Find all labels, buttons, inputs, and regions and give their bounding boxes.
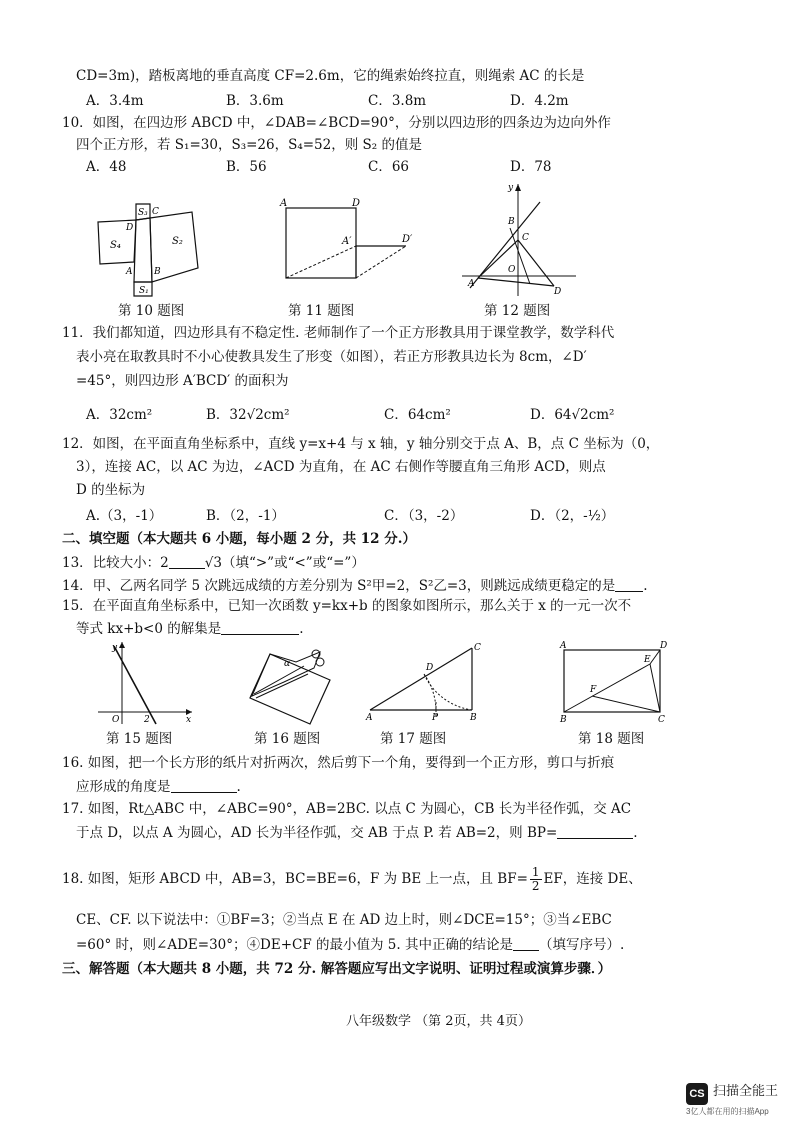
section-2-heading: 二、填空题（本大题共 6 小题，每小题 2 分，共 12 分.） (62, 531, 416, 547)
fig11-label-d-prime: D′ (402, 234, 413, 245)
fig18-label-f: F (590, 685, 597, 695)
q12-line3: D 的坐标为 (76, 482, 146, 498)
q18-line2: CE、CF. 以下说法中：①BF=3；②当点 E 在 AD 边上时，则∠DCE=15°；③当∠EBC (76, 912, 612, 928)
q10-option-c: C．66 (368, 159, 410, 175)
q14-text: 14．甲、乙两名同学 5 次跳远成绩的方差分别为 S²甲=2，S²乙=3，则跳远成绩更稳定的是 (62, 578, 616, 594)
q12-line1: 12．如图，在平面直角坐标系中，直线 y=x+4 与 x 轴，y 轴分别交于点 A、B，点 C 坐标为（0， (62, 436, 660, 452)
fig12-label-a: A (468, 279, 475, 289)
q11-line3: =45°，则四边形 A′BCD′ 的面积为 (76, 373, 289, 389)
q10-option-b: B．56 (226, 159, 267, 175)
fig15-label-x: x (186, 715, 192, 725)
fig17-label-p: P (432, 713, 439, 723)
q9-option-b: B．3.6m (226, 93, 284, 109)
fig17-label-a: A (366, 713, 373, 723)
figure-18 (558, 640, 670, 726)
section-3-heading: 三、解答题（本大题共 8 小题，共 72 分. 解答题应写出文字说明、证明过程或演算步骤．） (62, 961, 612, 977)
q18-frac-denominator: 2 (531, 879, 540, 894)
fig15-label-2: 2 (144, 715, 150, 725)
q15-line2: 等式 kx+b<0 的解集是 (76, 621, 222, 637)
q18-line3: =60° 时，则∠ADE=30°；④DE+CF 的最小值为 5. 其中正确的结论是 (76, 937, 513, 953)
caption-fig18: 第 18 题图 (578, 731, 645, 747)
q11-line1: 11．我们都知道，四边形具有不稳定性. 老师制作了一个正方形教具用于课堂教学，数学科代 (62, 325, 615, 341)
q11-option-c: C．64cm² (384, 407, 451, 423)
q14-answer-blank[interactable] (615, 577, 643, 592)
q9-tail: CD=3m)，踏板离地的垂直高度 CF=2.6m，它的绳索始终拉直，则绳索 AC 的长是 (76, 68, 585, 84)
fig10-label-b: B (154, 267, 161, 277)
fig17-label-c: C (474, 643, 481, 653)
q18-answer-blank[interactable] (513, 936, 539, 951)
figure-10 (88, 192, 228, 298)
fig11-label-a-prime: A′ (342, 236, 352, 247)
fig17-label-b: B (470, 713, 477, 723)
caption-fig15: 第 15 题图 (106, 731, 173, 747)
fig16-label-alpha: α (284, 659, 291, 669)
q9-option-d: D．4.2m (510, 93, 569, 109)
fig18-label-d: D (660, 641, 668, 651)
caption-fig10: 第 10 题图 (118, 303, 185, 319)
fig10-label-s2: S₂ (172, 236, 183, 247)
fig18-label-e: E (644, 655, 651, 665)
fig18-label-b: B (560, 715, 567, 725)
q11-option-b: B．32√2cm² (206, 407, 290, 423)
fig12-label-d: D (554, 287, 562, 297)
caption-fig17: 第 17 题图 (380, 731, 447, 747)
q10-option-a: A．48 (86, 159, 127, 175)
fig10-label-d: D (126, 223, 134, 233)
fig15-label-y: y (112, 643, 118, 653)
q11-line2: 表小亮在取教具时不小心使教具发生了形变（如图），若正方形教具边长为 8cm，∠D′ (76, 349, 587, 365)
q9-option-c: C．3.8m (368, 93, 427, 109)
q10-line1: 10．如图，在四边形 ABCD 中，∠DAB=∠BCD=90°，分别以四边形的四条边为边向外作 (62, 115, 611, 131)
q13-tail: √3（填“>”或“<”或“=”） (204, 555, 365, 571)
fig10-label-c: C (152, 207, 159, 217)
q10-option-d: D．78 (510, 159, 552, 175)
caption-fig12: 第 12 题图 (484, 303, 551, 319)
q17-line2-wrap: 于点 D，以点 A 为圆心，AD 长为半径作弧，交 AB 于点 P. 若 AB=2，则 BP= . (76, 825, 638, 841)
page-footer: 八年级数学 （第 2页，共 4页） (346, 1014, 531, 1029)
camscanner-logo-icon: CS (686, 1083, 708, 1105)
q12-option-d: D．（2，-½） (530, 508, 615, 524)
figure-16 (244, 640, 344, 726)
q15-line1: 15．在平面直角坐标系中，已知一次函数 y=kx+b 的图象如图所示，那么关于 x 的一元一次不 (62, 598, 632, 614)
camscanner-name: 扫描全能王 (713, 1083, 779, 1098)
fig11-label-d: D (352, 198, 361, 209)
q12-option-a: A.（3，-1） (86, 508, 163, 524)
fig17-label-d: D (426, 663, 434, 673)
fig18-label-a: A (560, 641, 567, 651)
q15-answer-blank[interactable] (221, 620, 299, 635)
q14-line: 14．甲、乙两名同学 5 次跳远成绩的方差分别为 S²甲=2，S²乙=3，则跳远成绩更稳定的是 . (62, 578, 648, 594)
q17-answer-blank[interactable] (557, 824, 633, 839)
figure-17 (364, 640, 488, 726)
q18-frac-numerator: 1 (531, 865, 540, 879)
q17-line1: 17. 如图，Rt△ABC 中，∠ABC=90°，AB=2BC. 以点 C 为圆心，CB 长为半径作弧，交 AC (62, 801, 632, 817)
q18-line1-a: 18. 如图，矩形 ABCD 中，AB=3，BC=BE=6，F 为 BE 上一点，且 BF= (62, 871, 528, 888)
figure-15 (96, 640, 196, 726)
q16-line2-wrap: 应形成的角度是 . (76, 779, 241, 795)
q13-text: 13．比较大小：2 (62, 555, 169, 571)
q18-line3-tail: （填写序号）. (538, 937, 625, 953)
fig12-label-o: O (508, 265, 516, 275)
fig12-label-y: y (508, 183, 514, 193)
fig18-label-c: C (658, 715, 665, 725)
fig12-label-c: C (522, 233, 529, 243)
q15-line2-wrap: 等式 kx+b<0 的解集是 . (76, 621, 304, 637)
q10-line2: 四个正方形，若 S₁=30，S₃=26，S₄=52，则 S₂ 的值是 (76, 137, 422, 153)
q18-fraction (530, 866, 542, 893)
caption-fig11: 第 11 题图 (288, 303, 355, 319)
q16-line1: 16. 如图，把一个长方形的纸片对折两次，然后剪下一个角，要得到一个正方形，剪口与折痕 (62, 755, 615, 771)
q13-answer-blank[interactable] (169, 554, 205, 569)
fig15-label-o: O (112, 715, 120, 725)
fig11-label-a: A (280, 198, 288, 209)
q12-line2: 3），连接 AC，以 AC 为边，∠ACD 为直角，在 AC 右侧作等腰直角三角形 ACD，则点 (76, 459, 606, 475)
q18-line1 (62, 866, 642, 893)
q12-option-c: C．（3，-2） (384, 508, 464, 524)
q11-option-a: A．32cm² (86, 407, 153, 423)
figure-12 (458, 178, 578, 298)
q12-option-b: B．（2，-1） (206, 508, 285, 524)
q18-line3-wrap (76, 936, 624, 954)
camscanner-slogan: 3亿人都在用的扫描App (686, 1107, 769, 1116)
q9-option-a: A．3.4m (86, 93, 144, 109)
fig10-label-s1: S₁ (139, 286, 149, 296)
fig10-label-a: A (126, 267, 133, 277)
figure-11 (276, 194, 436, 284)
q13-line (62, 554, 365, 572)
q16-answer-blank[interactable] (171, 778, 237, 793)
fig10-label-s3: S₃ (138, 208, 148, 218)
q17-line2: 于点 D，以点 A 为圆心，AD 长为半径作弧，交 AB 于点 P. 若 AB=2，则 BP= (76, 825, 558, 841)
q16-line2: 应形成的角度是 (76, 779, 171, 795)
fig12-label-b: B (508, 217, 515, 227)
fig10-label-s4: S₄ (110, 240, 121, 251)
q11-option-d: D．64√2cm² (530, 407, 615, 423)
caption-fig16: 第 16 题图 (254, 731, 321, 747)
q18-line1-b: EF，连接 DE、 (543, 871, 642, 888)
